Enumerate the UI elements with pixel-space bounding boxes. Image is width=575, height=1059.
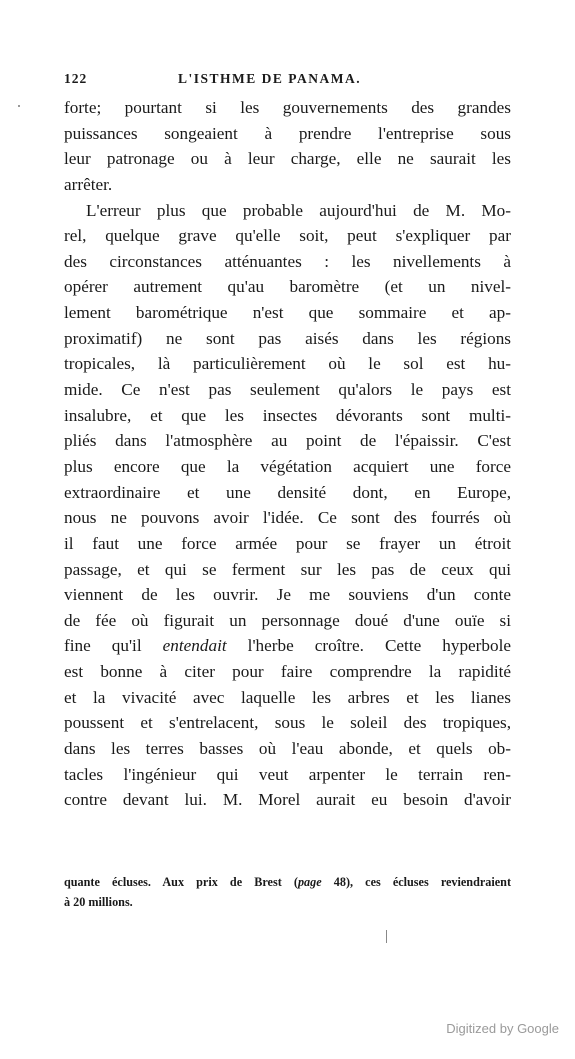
- text-segment: 48), ces écluses reviendraient: [321, 875, 511, 889]
- footnote-line: [64, 872, 511, 892]
- text-line: poussent et s'entrelacent, sous le soleil des tropiques,: [64, 713, 511, 733]
- text-line: puissances songeaient à prendre l'entreprise sous: [64, 123, 511, 143]
- running-title: L'ISTHME DE PANAMA.: [178, 71, 362, 86]
- scan-mark: [386, 930, 387, 943]
- text-line: pliés dans l'atmosphère au point de l'épaissir. C'est: [64, 431, 511, 451]
- text-line: proximatif) ne sont pas aisés dans les régions: [64, 328, 511, 348]
- text-line: il faut une force armée pour se frayer un étroit: [64, 533, 511, 553]
- italic-word: entendait: [162, 636, 227, 656]
- text-line: nous ne pouvons avoir l'idée. Ce sont des fourrés où: [64, 508, 511, 528]
- digitization-watermark: Digitized by Google: [446, 1021, 559, 1036]
- text-line: passage, et qui se ferment sur les pas de ceux qui: [64, 559, 511, 579]
- footnote: [64, 872, 511, 912]
- text-line: extraordinaire et une densité dont, en Europe,: [64, 482, 511, 502]
- text-line: viennent de les ouvrir. Je me souviens d'un conte: [64, 585, 511, 605]
- footnote-line: à 20 millions.: [64, 895, 133, 909]
- text-segment: fine qu'il: [64, 636, 163, 656]
- text-line: de fée où figurait un personnage doué d'une ouïe si: [64, 610, 511, 630]
- text-line: forte; pourtant si les gouvernements des grandes: [64, 98, 511, 117]
- text-line: opérer autrement qu'au baromètre (et un nivel-: [64, 277, 511, 297]
- text-line-with-italic: [64, 633, 511, 659]
- text-segment: quante écluses. Aux prix de Brest (: [64, 875, 298, 889]
- text-line: rel, quelque grave qu'elle soit, peut s'expliquer par: [64, 226, 511, 246]
- italic-word: page: [297, 875, 322, 889]
- text-line: arrêter.: [64, 174, 113, 194]
- text-line: leur patronage ou à leur charge, elle ne saurait les: [64, 149, 511, 169]
- running-header: [64, 71, 510, 91]
- text-line: tropicales, là particulièrement où le sol est hu-: [64, 354, 511, 374]
- text-line: L'erreur plus que probable aujourd'hui de M. Mo-: [86, 200, 511, 220]
- text-line: plus encore que la végétation acquiert une force: [64, 456, 511, 476]
- page-number: 122: [64, 71, 88, 86]
- body-text: [64, 95, 511, 813]
- text-line: et la vivacité avec laquelle les arbres et les lianes: [64, 687, 511, 707]
- text-line: insalubre, et que les insectes dévorants sont multi-: [64, 405, 511, 425]
- text-line: mide. Ce n'est pas seulement qu'alors le pays est: [64, 380, 511, 400]
- text-segment: l'herbe croître. Cette hyperbole: [226, 636, 511, 656]
- text-line: contre devant lui. M. Morel aurait eu besoin d'avoir: [64, 790, 511, 810]
- scan-speck: [18, 105, 20, 107]
- text-line: lement barométrique n'est que sommaire et ap-: [64, 303, 511, 323]
- text-line: est bonne à citer pour faire comprendre la rapidité: [64, 662, 511, 682]
- text-line: des circonstances atténuantes : les nivellements à: [64, 251, 511, 271]
- text-line: dans les terres basses où l'eau abonde, et quels ob-: [64, 739, 511, 759]
- text-line: tacles l'ingénieur qui veut arpenter le terrain ren-: [64, 764, 511, 784]
